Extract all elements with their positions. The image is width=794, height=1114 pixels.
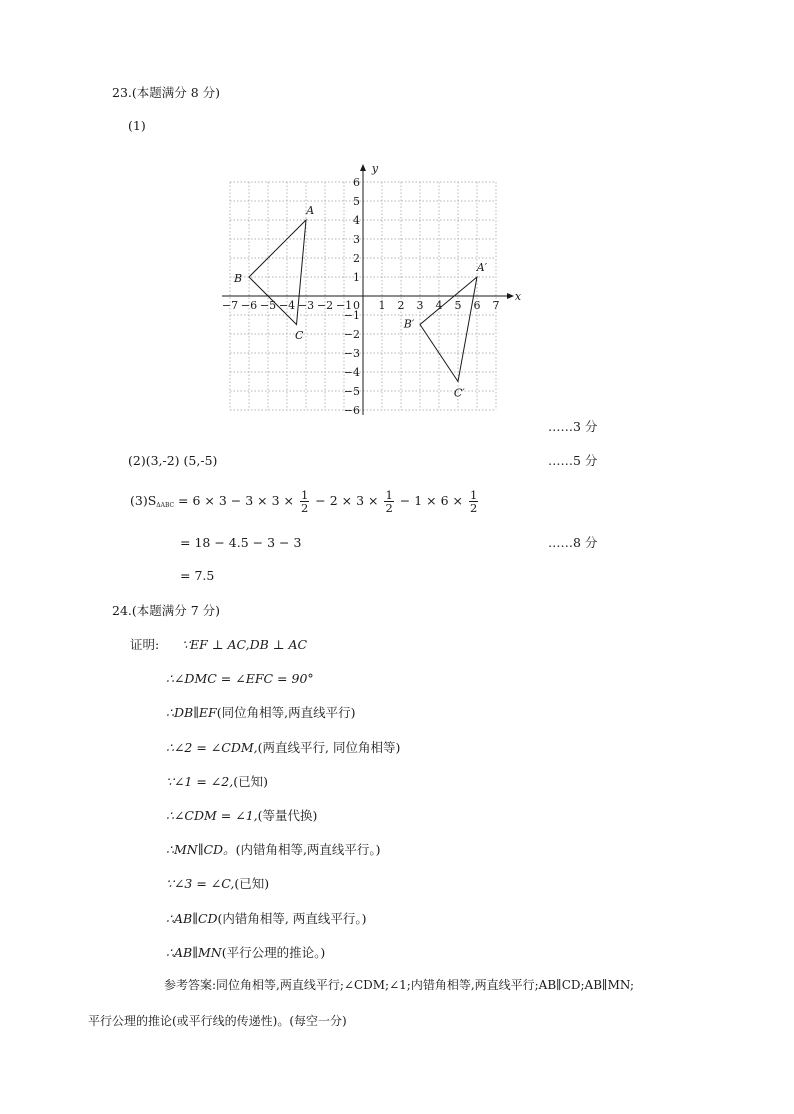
vertex-label: A [306, 203, 315, 217]
q23-part1-label: (1) [128, 118, 146, 133]
x-axis-label: x [514, 290, 522, 303]
y-tick-label: −6 [343, 404, 360, 415]
proof-reason: (内错角相等,两直线平行。) [235, 842, 381, 858]
fraction-half-2 [384, 489, 393, 514]
x-tick-label: 4 [435, 299, 443, 312]
formula-segment-c: − 1 × 6 × [395, 493, 467, 508]
q23-score-3: ……8 分 [548, 535, 598, 550]
area-subscript: ΔABC [156, 502, 175, 509]
proof-reason: (内错角相等, 两直线平行。) [217, 910, 367, 926]
fraction-numerator: 1 [469, 488, 478, 502]
proof-reason: (两直线平行, 同位角相等) [257, 739, 401, 755]
y-axis-label: y [371, 162, 379, 175]
y-axis-arrow [360, 164, 366, 171]
fraction-numerator: 1 [300, 488, 309, 502]
y-tick-label: −4 [343, 366, 360, 379]
x-tick-label: −5 [259, 299, 277, 312]
x-tick-label: −3 [297, 299, 315, 312]
proof-line [166, 945, 325, 961]
proof-line [166, 740, 400, 756]
vertex-label: A′ [476, 261, 488, 275]
proof-reason: (等量代换) [257, 808, 318, 823]
x-tick-label: 6 [473, 299, 481, 312]
proof-statement: ∵∠1 = ∠2, [166, 773, 234, 789]
x-tick-label: −4 [278, 299, 296, 312]
triangle-abc [249, 220, 306, 325]
q23-score-1: ……3 分 [548, 419, 598, 434]
y-tick-label: 4 [353, 214, 360, 227]
q23-title: 23.(本题满分 8 分) [112, 85, 221, 100]
q23-part3-result: = 7.5 [180, 568, 215, 583]
proof-line [182, 637, 307, 653]
q23-score-2: ……5 分 [548, 453, 598, 468]
coordinate-grid-chart [210, 150, 530, 415]
y-tick-label: 1 [353, 271, 360, 284]
fraction-denominator: 2 [469, 501, 478, 515]
x-tick-label: −2 [316, 299, 334, 312]
proof-reason: (已知) [233, 773, 268, 789]
fraction-denominator: 2 [300, 501, 309, 515]
proof-statement: ∴AB∥CD [166, 910, 218, 926]
proof-statement: ∴∠DMC = ∠EFC = 90° [166, 671, 314, 687]
y-tick-label: −5 [343, 385, 360, 398]
y-tick-label: 2 [353, 252, 360, 265]
x-tick-label: 1 [378, 299, 386, 312]
y-tick-label: 6 [353, 176, 360, 189]
fraction-numerator: 1 [385, 488, 393, 502]
vertex-label: B [233, 271, 243, 285]
area-symbol: (3)S [130, 493, 157, 508]
q23-part3-step2: = 18 − 4.5 − 3 − 3 [180, 535, 302, 550]
proof-statement: ∴AB∥MN [166, 944, 222, 960]
triangle-abc-prime [420, 277, 477, 382]
y-tick-label: −3 [343, 347, 360, 360]
x-tick-label: 5 [454, 299, 462, 312]
y-tick-label: 3 [353, 233, 360, 246]
x-tick-label: 7 [492, 299, 500, 312]
y-tick-label: 5 [353, 195, 360, 208]
q24-proof-label: 证明: [130, 637, 160, 652]
proof-statement: ∵∠3 = ∠C, [166, 876, 235, 892]
vertex-label: B′ [403, 317, 415, 331]
proof-line [166, 842, 381, 858]
x-tick-label: −1 [335, 299, 353, 312]
proof-line [166, 911, 366, 927]
proof-statement: ∴DB∥EF [166, 705, 217, 721]
x-tick-label: −7 [221, 299, 239, 312]
x-tick-label: 3 [416, 299, 424, 312]
q23-part3-formula [130, 486, 480, 521]
q24-title: 24.(本题满分 7 分) [112, 603, 221, 618]
y-tick-label: −2 [343, 328, 360, 341]
proof-statement: ∵EF ⊥ AC,DB ⊥ AC [182, 637, 308, 652]
proof-line [166, 705, 355, 721]
q24-reference-answer: 参考答案:同位角相等,两直线平行;∠CDM;∠1;内错角相等,两直线平行;AB∥CD;AB∥MN; [164, 978, 634, 992]
x-axis-arrow [507, 293, 514, 299]
proof-statement: ∴∠2 = ∠CDM, [166, 739, 258, 755]
fraction-half-1 [300, 489, 309, 514]
proof-line [166, 876, 269, 892]
x-tick-label: 2 [397, 299, 405, 312]
x-tick-label: −6 [240, 299, 258, 312]
q23-part2-answer: (2)(3,-2) (5,-5) [128, 453, 218, 468]
proof-statement: ∴MN∥CD。 [166, 842, 236, 858]
proof-reason: (平行公理的推论。) [221, 944, 326, 960]
fraction-half-3 [469, 489, 478, 514]
proof-reason: (同位角相等,两直线平行) [216, 705, 356, 721]
vertex-label: C [294, 329, 304, 343]
fraction-denominator: 2 [385, 501, 393, 515]
proof-line [166, 774, 268, 790]
formula-segment-b: − 2 × 3 × [311, 493, 383, 508]
formula-segment-a: = 6 × 3 − 3 × 3 × [174, 493, 298, 508]
origin-label: 0 [353, 299, 360, 312]
proof-statement: ∴∠CDM = ∠1, [166, 808, 258, 823]
vertex-label: C′ [453, 386, 465, 400]
proof-reason: (已知) [234, 876, 270, 892]
y-tick-label: −1 [343, 309, 360, 322]
proof-line [166, 808, 317, 824]
q24-reference-answer-cont: 平行公理的推论(或平行线的传递性)。(每空一分) [88, 1014, 347, 1028]
proof-line [166, 671, 314, 687]
